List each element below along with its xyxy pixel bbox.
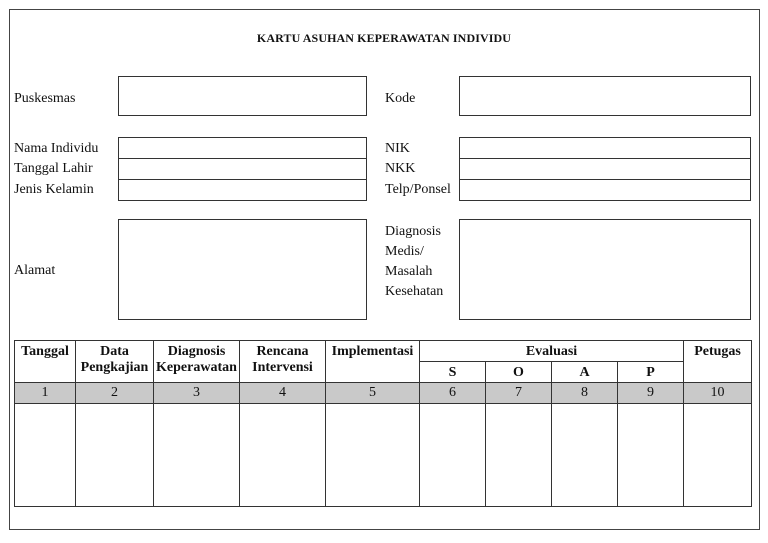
jenis-kelamin-label: Jenis Kelamin xyxy=(14,182,94,197)
header-rencana-line2: Intervensi xyxy=(252,360,313,375)
diagnosis-label-line3: Masalah xyxy=(385,264,433,279)
diagnosis-label-line2: Medis/ xyxy=(385,244,424,259)
table-row xyxy=(15,404,752,507)
diagnosis-field[interactable] xyxy=(459,219,751,320)
column-number: 5 xyxy=(326,383,420,404)
column-number: 2 xyxy=(76,383,154,404)
column-number-row xyxy=(15,383,752,404)
header-evaluasi-text: Evaluasi xyxy=(525,344,578,359)
nik-field[interactable] xyxy=(459,137,751,159)
header-a: A xyxy=(552,362,618,383)
header-data-line2: Pengkajian xyxy=(80,360,149,375)
header-petugas-text: Petugas xyxy=(694,344,741,359)
cell-petugas[interactable] xyxy=(684,404,752,507)
jenis-kelamin-field[interactable] xyxy=(118,179,367,201)
column-number: 6 xyxy=(420,383,486,404)
diagnosis-label-line1: Diagnosis xyxy=(385,224,441,239)
puskesmas-field[interactable] xyxy=(118,76,367,116)
tanggal-lahir-label: Tanggal Lahir xyxy=(14,161,93,176)
header-rencana-intervensi xyxy=(240,341,326,383)
nkk-label: NKK xyxy=(385,161,416,176)
form-title: KARTU ASUHAN KEPERAWATAN INDIVIDU xyxy=(256,31,512,45)
cell-implementasi[interactable] xyxy=(326,404,420,507)
header-implementasi-text: Implementasi xyxy=(331,344,414,359)
nkk-field[interactable] xyxy=(459,158,751,180)
header-p: P xyxy=(618,362,684,383)
column-number: 4 xyxy=(240,383,326,404)
header-tanggal-text: Tanggal xyxy=(21,344,69,359)
telp-label: Telp/Ponsel xyxy=(385,182,451,197)
header-diag-line1: Diagnosis xyxy=(167,344,226,359)
diagnosis-label-line4: Kesehatan xyxy=(385,284,444,299)
header-diag-line2: Keperawatan xyxy=(156,360,237,375)
cell-diagnosis-keperawatan[interactable] xyxy=(154,404,240,507)
kode-field[interactable] xyxy=(459,76,751,116)
care-table xyxy=(14,340,752,507)
nama-individu-field[interactable] xyxy=(118,137,367,159)
header-implementasi xyxy=(326,341,420,383)
header-data-line1: Data xyxy=(100,344,129,359)
header-tanggal xyxy=(15,341,76,383)
header-o: O xyxy=(486,362,552,383)
kode-label: Kode xyxy=(385,91,416,106)
cell-data-pengkajian[interactable] xyxy=(76,404,154,507)
cell-tanggal[interactable] xyxy=(15,404,76,507)
column-number: 3 xyxy=(154,383,240,404)
nik-label: NIK xyxy=(385,141,410,156)
header-petugas xyxy=(684,341,752,383)
column-number: 10 xyxy=(684,383,752,404)
column-number: 1 xyxy=(15,383,76,404)
column-number: 7 xyxy=(486,383,552,404)
cell-rencana-intervensi[interactable] xyxy=(240,404,326,507)
header-evaluasi xyxy=(420,341,684,362)
column-number: 8 xyxy=(552,383,618,404)
alamat-field[interactable] xyxy=(118,219,367,320)
puskesmas-label: Puskesmas xyxy=(14,91,76,106)
header-rencana-line1: Rencana xyxy=(256,344,309,359)
cell-evaluasi-s[interactable] xyxy=(420,404,486,507)
header-data-pengkajian xyxy=(76,341,154,383)
header-diagnosis-keperawatan xyxy=(154,341,240,383)
column-number: 9 xyxy=(618,383,684,404)
nama-individu-label: Nama Individu xyxy=(14,141,99,156)
cell-evaluasi-o[interactable] xyxy=(486,404,552,507)
cell-evaluasi-p[interactable] xyxy=(618,404,684,507)
alamat-label: Alamat xyxy=(14,263,56,278)
header-s: S xyxy=(420,362,486,383)
cell-evaluasi-a[interactable] xyxy=(552,404,618,507)
telp-field[interactable] xyxy=(459,179,751,201)
tanggal-lahir-field[interactable] xyxy=(118,158,367,180)
